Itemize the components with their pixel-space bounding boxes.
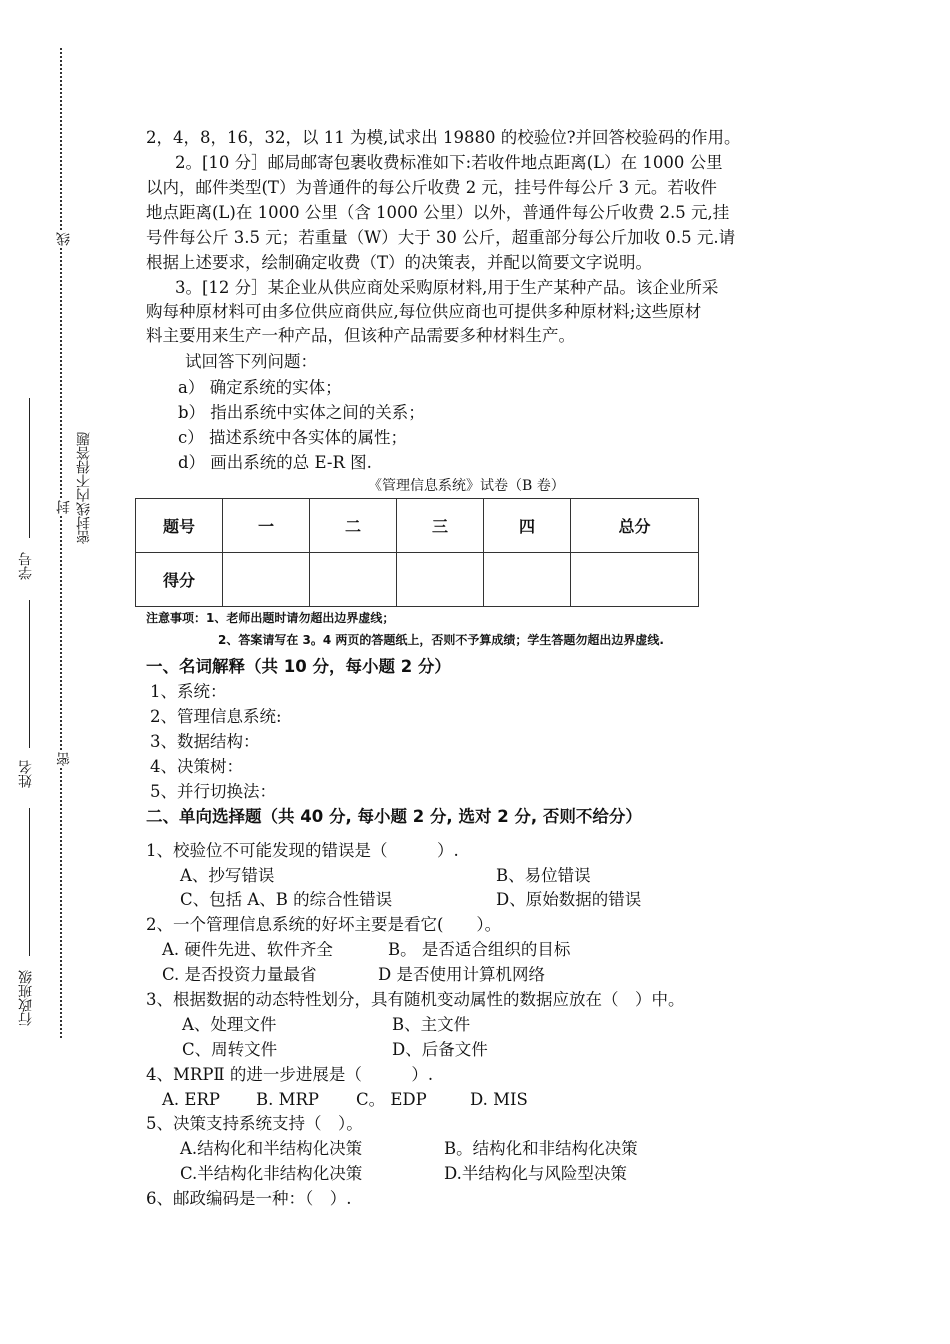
margin-seal-label: 封 <box>56 500 72 514</box>
margin-line-label: 线 <box>56 232 72 246</box>
section2-q3-option-a: A、处理文件 <box>182 1015 277 1034</box>
section2-q4-option-a: A. ERP <box>162 1090 220 1109</box>
section1-title: 一、名词解释（共 10 分，每小题 2 分） <box>146 657 451 676</box>
section2-q6: 6、邮政编码是一种：（ ）. <box>146 1189 352 1208</box>
prev-q3-item-b: b） 指出系统中实体之间的关系； <box>178 403 425 422</box>
section2-q2: 2、一个管理信息系统的好坏主要是看它( ）。 <box>146 915 502 934</box>
section1-item-4: 4、决策树： <box>150 757 243 776</box>
score-header-cell: 二 <box>310 499 397 553</box>
section2-q5-option-a: A.结构化和半结构化决策 <box>180 1139 363 1158</box>
score-table <box>135 498 699 607</box>
prev-q3-line3: 料主要用来生产一种产品，但该种产品需要多种材料生产。 <box>146 326 575 345</box>
prev-q2-line1: 2。[10 分］邮局邮寄包裹收费标准如下:若收件地点距离(L）在 1000 公里 <box>175 153 723 172</box>
section1-item-2: 2、管理信息系统: <box>150 707 282 726</box>
section2-q4-option-b: B. MRP <box>256 1090 320 1109</box>
name-label: 姓名 <box>18 760 34 788</box>
section1-item-5: 5、并行切换法： <box>150 782 276 801</box>
class-blank <box>29 808 30 956</box>
score-header-cell: 四 <box>484 499 571 553</box>
section2-q1-option-c: C、包括 A、B 的综合性错误 <box>180 890 393 909</box>
score-header-cell: 题号 <box>136 499 223 553</box>
score-cell[interactable] <box>310 553 397 607</box>
section2-q1-option-b: B、易位错误 <box>496 866 591 885</box>
prev-q2-line5: 根据上述要求，绘制确定收费（T）的决策表，并配以简要文字说明。 <box>146 253 653 272</box>
section2-q5-option-d: D.半结构化与风险型决策 <box>444 1164 627 1183</box>
section2-q2-option-a: A. 硬件先进、软件齐全 <box>162 940 333 959</box>
score-cell[interactable] <box>484 553 571 607</box>
score-cell[interactable] <box>397 553 484 607</box>
section2-title: 二、单向选择题（共 40 分, 每小题 2 分, 选对 2 分, 否则不给分） <box>146 807 642 826</box>
prev-q3-line1: 3。[12 分］某企业从供应商处采购原材料,用于生产某种产品。该企业所采 <box>175 278 719 297</box>
notes-line2: 2、答案请写在 3。4 两页的答题纸上，否则不予算成绩；学生答题勿超出边界虚线. <box>218 633 664 647</box>
section2-q1-option-a: A、抄写错误 <box>180 866 275 885</box>
prev-q3-prompt: 试回答下列问题： <box>185 352 317 371</box>
section2-q5-option-b: B。结构化和非结构化决策 <box>444 1139 638 1158</box>
section2-q3-option-d: D、后备文件 <box>392 1040 488 1059</box>
student-id-blank <box>29 398 30 538</box>
score-header-cell: 总分 <box>571 499 699 553</box>
section2-q3-option-b: B、主文件 <box>392 1015 471 1034</box>
section2-q3: 3、根据数据的动态特性划分，具有随机变动属性的数据应放在（ ）中。 <box>146 990 685 1009</box>
prev-q3-item-c: c） 描述系统中各实体的属性； <box>178 428 407 447</box>
section2-q1: 1、校验位不可能发现的错误是（ ）. <box>146 841 459 860</box>
score-cell[interactable] <box>223 553 310 607</box>
section2-q2-option-b: B。 是否适合组织的目标 <box>388 940 571 959</box>
score-table-score-row <box>136 553 699 607</box>
name-blank-top <box>29 600 30 748</box>
section2-q5: 5、决策支持系统支持（ ）。 <box>146 1114 363 1133</box>
score-header-cell: 一 <box>223 499 310 553</box>
prev-q1-tail: 2，4，8，16，32，以 11 为模,试求出 19880 的校验位?并回答校验码的作用。 <box>146 128 741 147</box>
score-header-cell: 三 <box>397 499 484 553</box>
prev-q2-line4: 号件每公斤 3.5 元；若重量（W）大于 30 公斤，超重部分每公斤加收 0.5 元.请 <box>146 228 736 247</box>
class-label: 行政班级 <box>18 970 34 1026</box>
prev-q3-item-d: d） 画出系统的总 E-R 图. <box>178 453 372 472</box>
section2-q4-option-d: D. MIS <box>470 1090 528 1109</box>
section2-q2-option-d: D 是否使用计算机网络 <box>378 965 545 984</box>
margin-dense-label: 密 <box>56 752 72 766</box>
prev-q2-line2: 以内，邮件类型(T）为普通件的每公斤收费 2 元，挂号件每公斤 3 元。若收件 <box>146 178 717 197</box>
prev-q3-line2: 购每种原材料可由多位供应商供应,每位供应商也可提供多种原材料;这些原材 <box>146 302 702 321</box>
student-id-label: 学号 <box>18 552 34 580</box>
prev-q3-item-a: a） 确定系统的实体； <box>178 378 342 397</box>
section1-item-3: 3、数据结构： <box>150 732 260 751</box>
score-table-header-row <box>136 499 699 553</box>
section1-item-1: 1、系统： <box>150 682 227 701</box>
section2-q4: 4、MRPⅡ 的进一步进展是（ ）. <box>146 1065 434 1084</box>
notes-line1: 注意事项：1、老师出题时请勿超出边界虚线； <box>146 611 395 625</box>
exam-title: 《管理信息系统》试卷（B 卷） <box>368 478 565 494</box>
section2-q2-option-c: C. 是否投资力量最省 <box>162 965 317 984</box>
section2-q1-option-d: D、原始数据的错误 <box>496 890 642 909</box>
binding-dotted-line <box>60 48 62 1038</box>
score-cell-total[interactable] <box>571 553 699 607</box>
prev-q2-line3: 地点距离(L)在 1000 公里（含 1000 公里）以外，普通件每公斤收费 2.5 元,挂 <box>146 203 730 222</box>
section2-q3-option-c: C、周转文件 <box>182 1040 278 1059</box>
section2-q5-option-c: C.半结构化非结构化决策 <box>180 1164 363 1183</box>
margin-notice: 密封线内不得答题 <box>76 432 92 544</box>
section2-q4-option-c: C。 EDP <box>356 1090 427 1109</box>
score-row-label: 得分 <box>136 553 223 607</box>
